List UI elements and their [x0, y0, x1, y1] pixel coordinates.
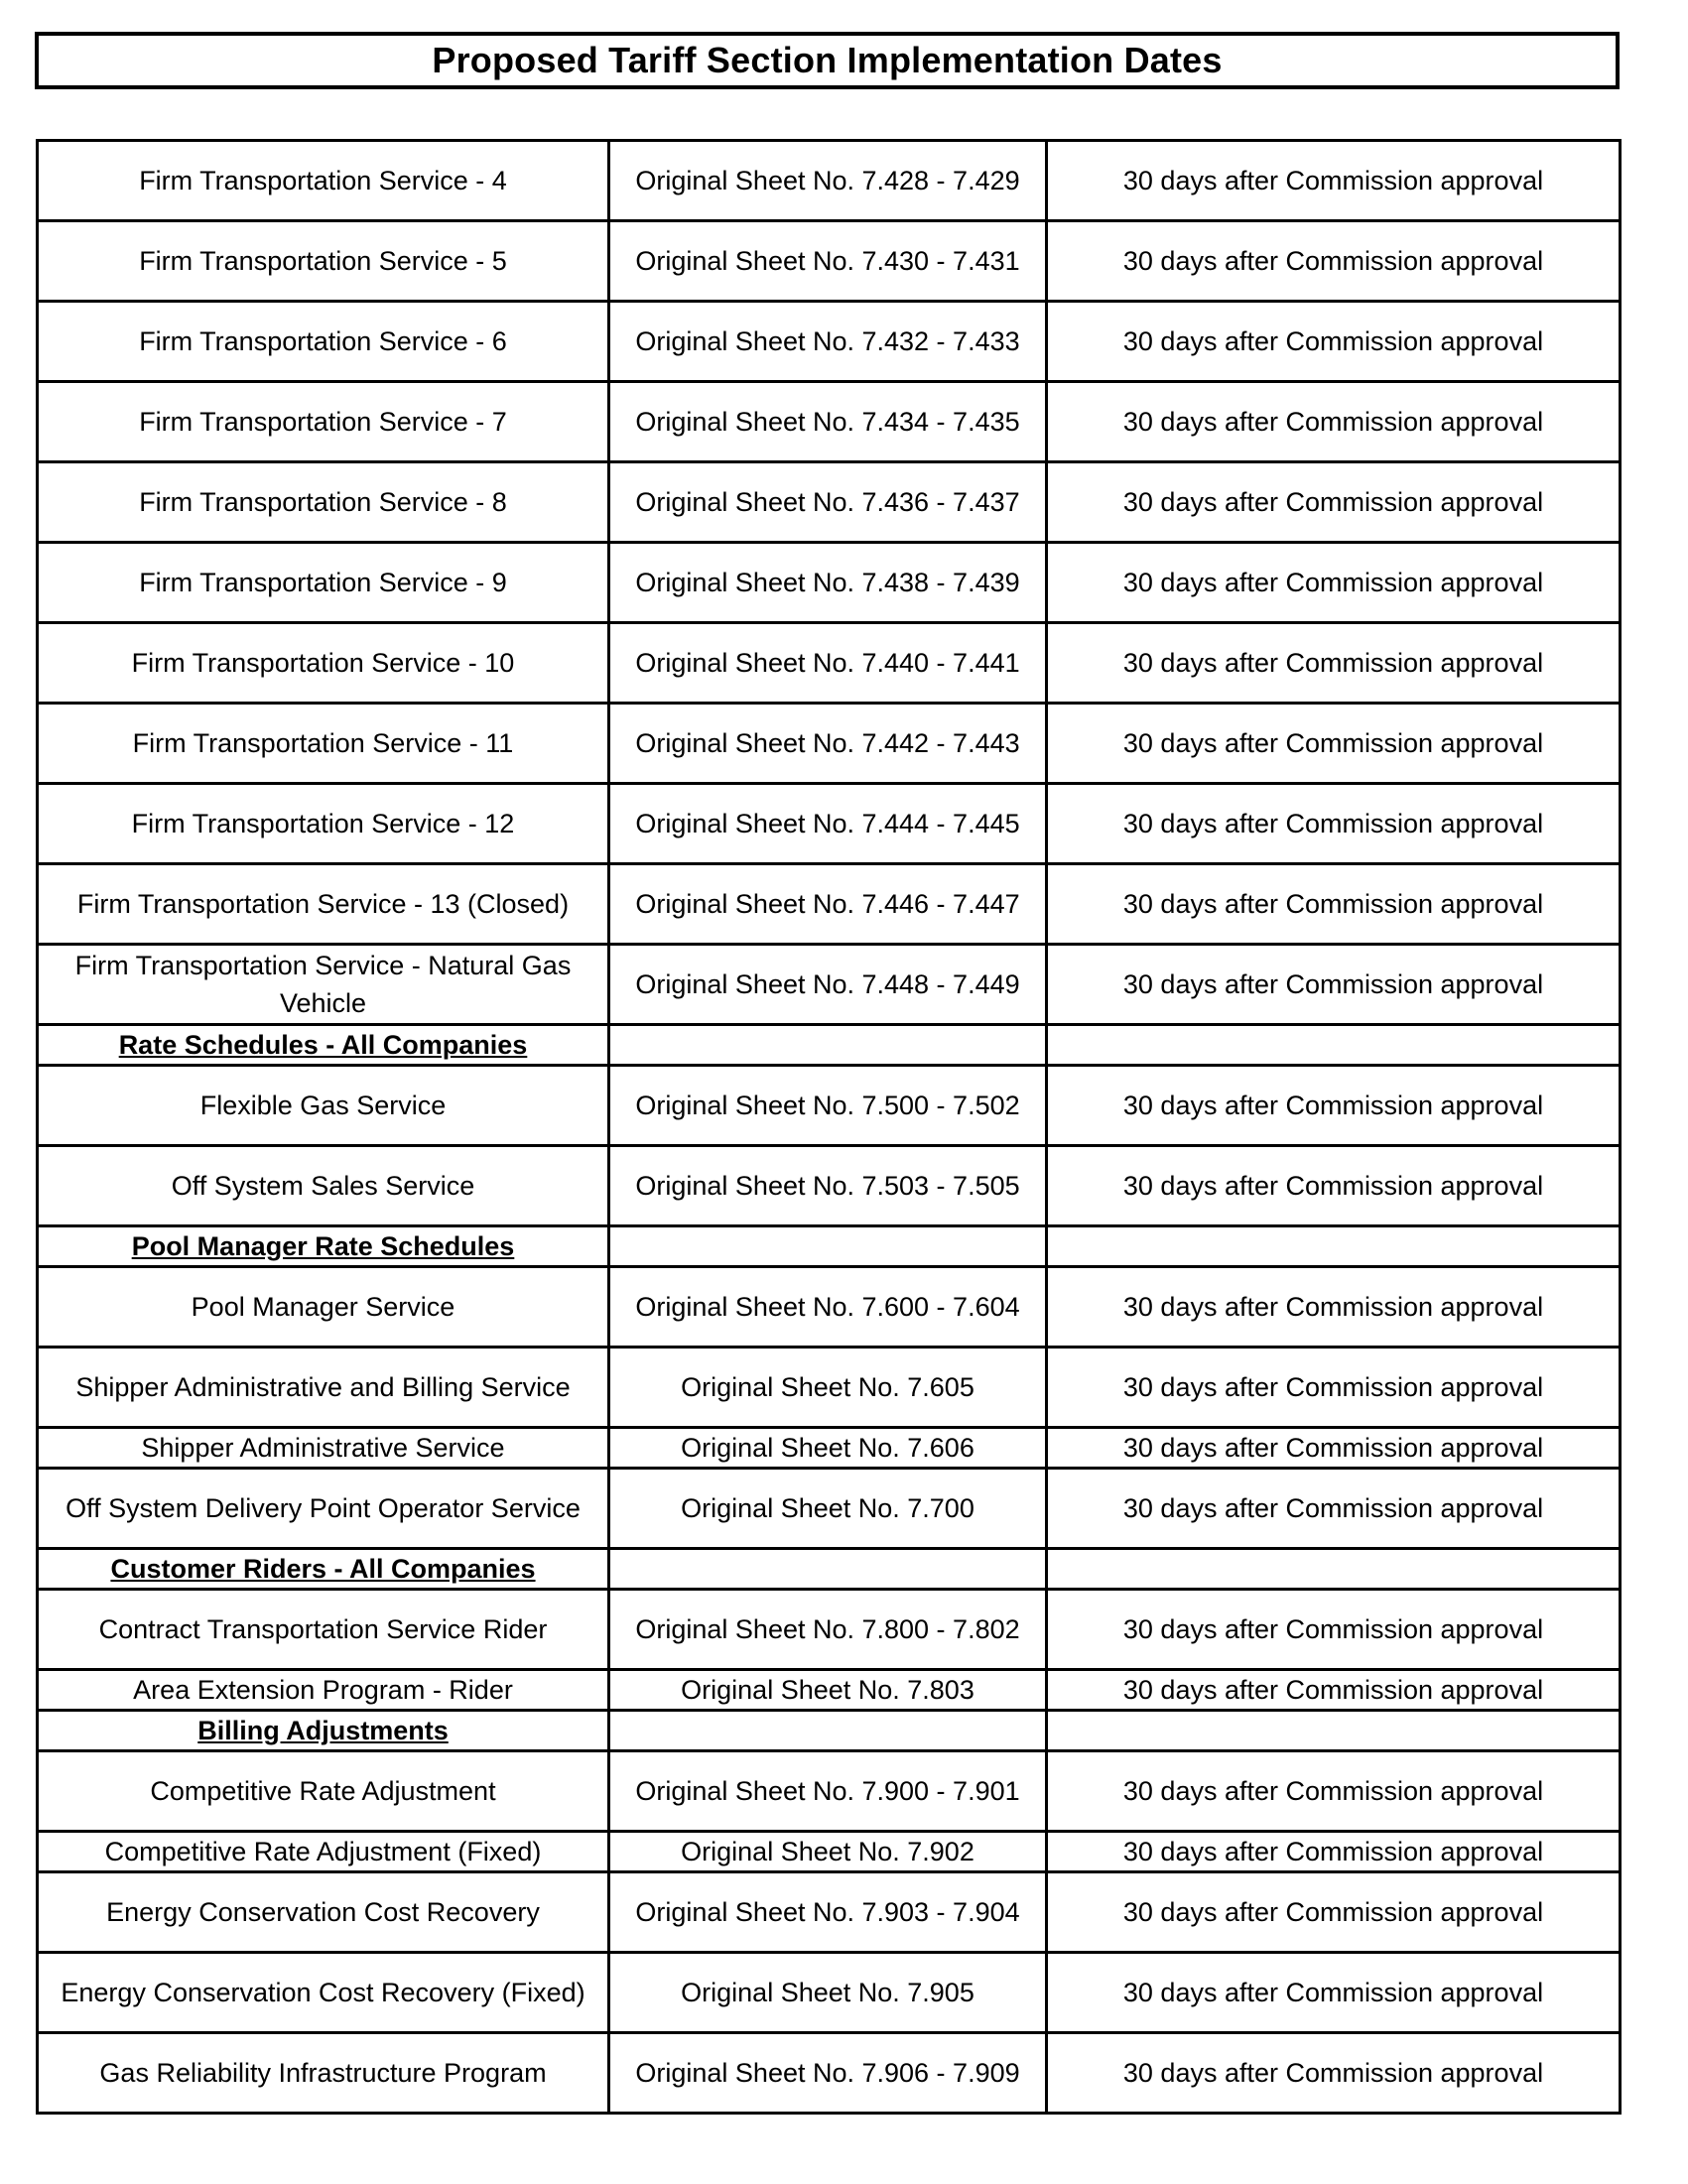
implementation-date-cell: 30 days after Commission approval	[1047, 221, 1621, 302]
page-title-box	[35, 32, 1620, 89]
service-name-cell: Off System Delivery Point Operator Service	[38, 1469, 609, 1549]
implementation-date-cell: 30 days after Commission approval	[1047, 462, 1621, 543]
table-row	[38, 543, 1621, 623]
sheet-number-cell: Original Sheet No. 7.700	[609, 1469, 1047, 1549]
sheet-number-cell: Original Sheet No. 7.446 - 7.447	[609, 864, 1047, 945]
table-row	[38, 784, 1621, 864]
implementation-date-cell: 30 days after Commission approval	[1047, 382, 1621, 462]
implementation-date-cell: 30 days after Commission approval	[1047, 543, 1621, 623]
table-row	[38, 1469, 1621, 1549]
table-row	[38, 1872, 1621, 1953]
sheet-number-cell: Original Sheet No. 7.430 - 7.431	[609, 221, 1047, 302]
section-label: Customer Riders - All Companies	[38, 1549, 609, 1590]
table-row	[38, 1590, 1621, 1670]
table-row	[38, 1428, 1621, 1469]
implementation-date-cell: 30 days after Commission approval	[1047, 1590, 1621, 1670]
implementation-date-cell: 30 days after Commission approval	[1047, 1751, 1621, 1832]
sheet-number-cell: Original Sheet No. 7.432 - 7.433	[609, 302, 1047, 382]
table-row	[38, 1348, 1621, 1428]
implementation-date-cell: 30 days after Commission approval	[1047, 864, 1621, 945]
table-row	[38, 1670, 1621, 1711]
sheet-number-cell: Original Sheet No. 7.606	[609, 1428, 1047, 1469]
table-row	[38, 1066, 1621, 1146]
sheet-number-cell: Original Sheet No. 7.900 - 7.901	[609, 1751, 1047, 1832]
table-row	[38, 1953, 1621, 2033]
table-row	[38, 704, 1621, 784]
tariff-table-body	[38, 141, 1621, 2114]
sheet-number-cell: Original Sheet No. 7.803	[609, 1670, 1047, 1711]
sheet-number-cell: Original Sheet No. 7.436 - 7.437	[609, 462, 1047, 543]
table-row	[38, 1832, 1621, 1872]
sheet-number-cell: Original Sheet No. 7.442 - 7.443	[609, 704, 1047, 784]
sheet-number-cell	[609, 1711, 1047, 1751]
section-label: Billing Adjustments	[38, 1711, 609, 1751]
sheet-number-cell: Original Sheet No. 7.503 - 7.505	[609, 1146, 1047, 1226]
service-name-cell: Flexible Gas Service	[38, 1066, 609, 1146]
implementation-date-cell: 30 days after Commission approval	[1047, 302, 1621, 382]
service-name-cell: Pool Manager Service	[38, 1267, 609, 1348]
service-name-cell: Energy Conservation Cost Recovery (Fixed)	[38, 1953, 609, 2033]
service-name-cell: Contract Transportation Service Rider	[38, 1590, 609, 1670]
implementation-date-cell: 30 days after Commission approval	[1047, 1469, 1621, 1549]
section-header-row	[38, 1549, 1621, 1590]
implementation-date-cell: 30 days after Commission approval	[1047, 141, 1621, 221]
table-row	[38, 623, 1621, 704]
service-name-cell: Firm Transportation Service - 8	[38, 462, 609, 543]
service-name-cell: Shipper Administrative Service	[38, 1428, 609, 1469]
implementation-date-cell: 30 days after Commission approval	[1047, 623, 1621, 704]
table-row	[38, 221, 1621, 302]
implementation-date-cell: 30 days after Commission approval	[1047, 1066, 1621, 1146]
table-row	[38, 462, 1621, 543]
sheet-number-cell: Original Sheet No. 7.902	[609, 1832, 1047, 1872]
table-row	[38, 302, 1621, 382]
service-name-cell: Off System Sales Service	[38, 1146, 609, 1226]
implementation-date-cell: 30 days after Commission approval	[1047, 704, 1621, 784]
implementation-date-cell: 30 days after Commission approval	[1047, 1348, 1621, 1428]
sheet-number-cell: Original Sheet No. 7.434 - 7.435	[609, 382, 1047, 462]
implementation-date-cell	[1047, 1025, 1621, 1066]
service-name-cell: Competitive Rate Adjustment	[38, 1751, 609, 1832]
service-name-cell: Gas Reliability Infrastructure Program	[38, 2033, 609, 2114]
implementation-date-cell: 30 days after Commission approval	[1047, 1146, 1621, 1226]
service-name-cell: Shipper Administrative and Billing Service	[38, 1348, 609, 1428]
sheet-number-cell: Original Sheet No. 7.500 - 7.502	[609, 1066, 1047, 1146]
sheet-number-cell: Original Sheet No. 7.600 - 7.604	[609, 1267, 1047, 1348]
sheet-number-cell: Original Sheet No. 7.905	[609, 1953, 1047, 2033]
table-row	[38, 2033, 1621, 2114]
service-name-cell: Firm Transportation Service - 12	[38, 784, 609, 864]
table-row	[38, 1267, 1621, 1348]
sheet-number-cell: Original Sheet No. 7.438 - 7.439	[609, 543, 1047, 623]
service-name-cell: Firm Transportation Service - 11	[38, 704, 609, 784]
implementation-date-cell	[1047, 1711, 1621, 1751]
implementation-date-cell: 30 days after Commission approval	[1047, 1953, 1621, 2033]
sheet-number-cell: Original Sheet No. 7.440 - 7.441	[609, 623, 1047, 704]
section-header-row	[38, 1025, 1621, 1066]
sheet-number-cell	[609, 1549, 1047, 1590]
implementation-date-cell	[1047, 1226, 1621, 1267]
implementation-date-cell: 30 days after Commission approval	[1047, 1267, 1621, 1348]
implementation-date-cell: 30 days after Commission approval	[1047, 2033, 1621, 2114]
implementation-date-cell: 30 days after Commission approval	[1047, 1872, 1621, 1953]
sheet-number-cell	[609, 1025, 1047, 1066]
service-name-cell: Area Extension Program - Rider	[38, 1670, 609, 1711]
service-name-cell: Firm Transportation Service - 13 (Closed)	[38, 864, 609, 945]
implementation-date-cell: 30 days after Commission approval	[1047, 945, 1621, 1025]
table-row	[38, 1146, 1621, 1226]
sheet-number-cell: Original Sheet No. 7.428 - 7.429	[609, 141, 1047, 221]
implementation-date-cell: 30 days after Commission approval	[1047, 784, 1621, 864]
table-row	[38, 382, 1621, 462]
implementation-date-cell	[1047, 1549, 1621, 1590]
table-row	[38, 141, 1621, 221]
service-name-cell: Firm Transportation Service - 7	[38, 382, 609, 462]
tariff-table	[36, 139, 1622, 2115]
service-name-cell: Energy Conservation Cost Recovery	[38, 1872, 609, 1953]
service-name-cell: Firm Transportation Service - 5	[38, 221, 609, 302]
section-label: Pool Manager Rate Schedules	[38, 1226, 609, 1267]
service-name-cell: Firm Transportation Service - 10	[38, 623, 609, 704]
table-row	[38, 1751, 1621, 1832]
table-row	[38, 864, 1621, 945]
implementation-date-cell: 30 days after Commission approval	[1047, 1832, 1621, 1872]
sheet-number-cell: Original Sheet No. 7.448 - 7.449	[609, 945, 1047, 1025]
service-name-cell: Firm Transportation Service - Natural Gas Vehicle	[38, 945, 609, 1025]
section-header-row	[38, 1226, 1621, 1267]
sheet-number-cell	[609, 1226, 1047, 1267]
sheet-number-cell: Original Sheet No. 7.605	[609, 1348, 1047, 1428]
table-row	[38, 945, 1621, 1025]
service-name-cell: Competitive Rate Adjustment (Fixed)	[38, 1832, 609, 1872]
sheet-number-cell: Original Sheet No. 7.800 - 7.802	[609, 1590, 1047, 1670]
service-name-cell: Firm Transportation Service - 6	[38, 302, 609, 382]
sheet-number-cell: Original Sheet No. 7.903 - 7.904	[609, 1872, 1047, 1953]
section-label: Rate Schedules - All Companies	[38, 1025, 609, 1066]
section-header-row	[38, 1711, 1621, 1751]
service-name-cell: Firm Transportation Service - 4	[38, 141, 609, 221]
page-title: Proposed Tariff Section Implementation Dates	[432, 40, 1223, 80]
sheet-number-cell: Original Sheet No. 7.906 - 7.909	[609, 2033, 1047, 2114]
implementation-date-cell: 30 days after Commission approval	[1047, 1428, 1621, 1469]
implementation-date-cell: 30 days after Commission approval	[1047, 1670, 1621, 1711]
service-name-cell: Firm Transportation Service - 9	[38, 543, 609, 623]
sheet-number-cell: Original Sheet No. 7.444 - 7.445	[609, 784, 1047, 864]
